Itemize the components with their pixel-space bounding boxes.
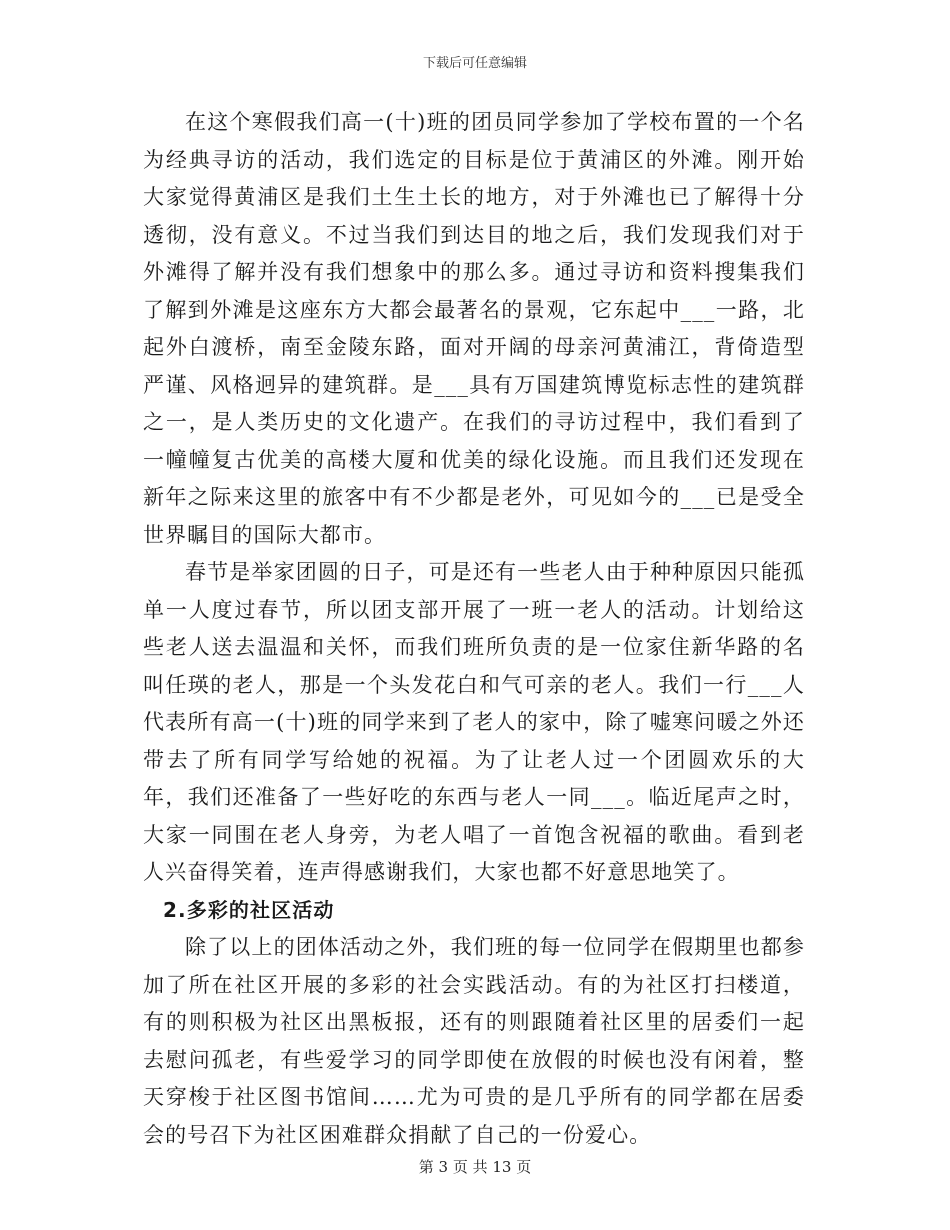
page-header-note: 下载后可任意编辑 xyxy=(422,56,527,71)
page-number-footer: 第 3 页 共 13 页 xyxy=(418,1158,532,1176)
paragraph-waitan-visit: 在这个寒假我们高一(十)班的团员同学参加了学校布置的一个名为经典寻访的活动，我们选定的目标是位于黄浦区的外滩。刚开始大家觉得黄浦区是我们土生土长的地方，对于外滩也已了解得十分透彻，没有意义。不过当我们到达目的地之后，我们发现我们对于外滩得了解并没有我们想象中的那么多。通过寻访和资料搜集我们了解到外滩是这座东方大都会最著名的景观，它东起中___一路，北起外白渡桥，南至金陵东路，面对开阔的母亲河黄浦江，背倚造型严谨、风格迥异的建筑群。是___具有万国建筑博览标志性的建筑群之一，是人类历史的文化遗产。在我们的寻访过程中，我们看到了一幢幢复古优美的高楼大厦和优美的绿化设施。而且我们还发现在新年之际来这里的旅客中有不少都是老外，可见如今的___已是受全世界瞩目的国际大都市。 xyxy=(143,110,805,547)
document-body xyxy=(143,104,805,1154)
paragraph-community-activities: 除了以上的团体活动之外，我们班的每一位同学在假期里也都参加了所在社区开展的多彩的社会实践活动。有的为社区打扫楼道，有的则积极为社区出黑板报，还有的则跟随着社区里的居委们一起去慰问孤老，有些爱学习的同学即使在放假的时候也没有闲着，整天穿梭于社区图书馆间……尤为可贵的是几乎所有的同学都在居委会的号召下为社区困难群众捐献了自己的一份爱心。 xyxy=(143,935,805,1147)
section-heading-community: 2.多彩的社区活动 xyxy=(163,897,335,922)
paragraph-elderly-care: 春节是举家团圆的日子，可是还有一些老人由于种种原因只能孤单一人度过春节，所以团支部开展了一班一老人的活动。计划给这些老人送去温温和关怀，而我们班所负责的是一位家住新华路的名叫任瑛的老人，那是一个头发花白和气可亲的老人。我们一行___人代表所有高一(十)班的同学来到了老人的家中，除了嘘寒问暖之外还带去了所有同学写给她的祝福。为了让老人过一个团圆欢乐的大年，我们还准备了一些好吃的东西与老人一同___。临近尾声之时，大家一同围在老人身旁，为老人唱了一首饱含祝福的歌曲。看到老人兴奋得笑着，连声得感谢我们，大家也都不好意思地笑了。 xyxy=(143,560,805,884)
